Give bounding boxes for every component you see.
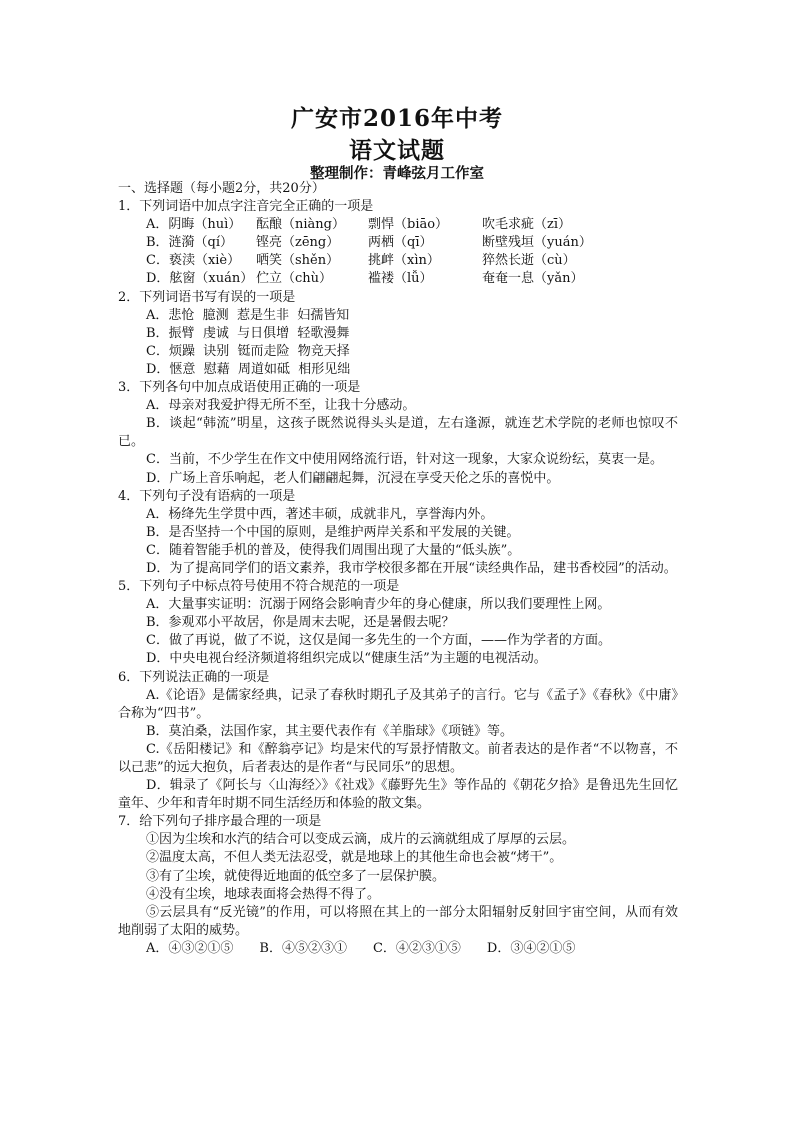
question-2-stem: 2．下列词语书写有误的一项是 bbox=[118, 289, 296, 305]
option-c: C．④②③①⑤ bbox=[372, 940, 461, 956]
option-word: 轻歌漫舞 bbox=[297, 325, 350, 341]
option-word: C．烦躁 bbox=[146, 343, 195, 359]
option-word: D．惬意 bbox=[146, 361, 196, 377]
question-7-sentence-2: ②温度太高，不但人类无法忍受，就是地球上的其他生命也会被“烤干”。 bbox=[146, 850, 563, 866]
question-7-stem: 7．给下列句子排序最合理的一项是 bbox=[118, 814, 322, 830]
question-1-option-b bbox=[118, 234, 678, 252]
exam-title: 广安市2016年中考 bbox=[290, 105, 503, 132]
option-word: 诀别 bbox=[203, 343, 230, 359]
exam-body bbox=[118, 180, 678, 958]
question-5-option-d: D．中央电视台经济频道将组织完成以“健康生活”为主题的电视活动。 bbox=[146, 651, 547, 667]
option-word: 臆测 bbox=[202, 307, 229, 323]
question-3-option-b: B．谈起“韩流”明星，这孩子既然说得头头是道，左右逢源，就连艺术学院的老师也惊叹不已。 bbox=[118, 416, 678, 450]
question-4-option-a: A．杨绛先生学贯中西，著述丰硕，成就非凡，享誉海内外。 bbox=[146, 506, 494, 522]
option-word: 虔诚 bbox=[202, 325, 229, 341]
question-1-option-d bbox=[118, 270, 678, 288]
question-4-option-d: D．为了提高同学们的语文素养，我市学校很多都在开展“读经典作品，建书香校园”的活动。 bbox=[146, 560, 677, 576]
question-4-option-c: C．随着智能手机的普及，使得我们周围出现了大量的“低头族”。 bbox=[146, 542, 521, 558]
question-7-options bbox=[118, 940, 678, 958]
option-word: 剽悍（biāo） bbox=[368, 217, 449, 233]
option-word: 铿亮（zēng） bbox=[256, 235, 340, 251]
option-word: 周道如砥 bbox=[237, 361, 290, 377]
question-6-option-d: D．辑录了《阿长与〈山海经〉》《社戏》《藤野先生》等作品的《朝花夕拾》是鲁迅先生回忆童年、少年和青年时期不同生活经历和体验的散文集。 bbox=[118, 778, 678, 812]
option-word: 伫立（chù） bbox=[256, 271, 333, 287]
option-b: B．④⑤②③① bbox=[259, 940, 347, 956]
question-5-option-b: B．参观邓小平故居，你是周末去呢，还是暑假去呢？ bbox=[146, 615, 455, 631]
option-word: 惹是生非 bbox=[236, 307, 289, 323]
question-7-sentence-1: ①因为尘埃和水汽的结合可以变成云滴，成片的云滴就组成了厚厚的云层。 bbox=[146, 832, 576, 848]
option-word: 酝酿（niàng） bbox=[256, 217, 345, 233]
option-word: D．舷窗（xuán） bbox=[146, 271, 254, 287]
question-4-option-b: B．是否坚持一个中国的原则，是维护两岸关系和平发展的关键。 bbox=[146, 524, 520, 540]
option-word: 慰藉 bbox=[203, 361, 230, 377]
option-word: 两栖（qī） bbox=[368, 235, 433, 251]
option-a: A．④③②①⑤ bbox=[146, 940, 234, 956]
question-3-option-c: C．当前，不少学生在作文中使用网络流行语，针对这一现象，大家众说纷纭，莫衷一是。 bbox=[146, 452, 663, 468]
option-word: 哂笑（shěn） bbox=[256, 253, 340, 269]
option-word: C．亵渎（xiè） bbox=[146, 253, 241, 269]
option-word: A．阴晦（huì） bbox=[146, 217, 242, 233]
producer-credit: 整理制作：青峰弦月工作室 bbox=[310, 165, 484, 182]
option-word: 铤而走险 bbox=[237, 343, 290, 359]
question-3-stem: 3．下列各句中加点成语使用正确的一项是 bbox=[118, 380, 361, 396]
option-word: 褴褛（lǚ） bbox=[368, 271, 433, 287]
option-word: 物竞天择 bbox=[297, 343, 350, 359]
option-word: 猝然长逝（cù） bbox=[482, 253, 576, 269]
option-word: 相形见绌 bbox=[298, 361, 351, 377]
question-1-option-c bbox=[118, 252, 678, 270]
option-word: 吹毛求疵（zī） bbox=[482, 217, 572, 233]
question-3-option-d: D．广场上音乐响起，老人们翩翩起舞，沉浸在享受天伦之乐的喜悦中。 bbox=[146, 470, 560, 486]
option-d: D．③④②①⑤ bbox=[486, 940, 576, 956]
question-2-option-d bbox=[118, 361, 678, 379]
question-6-stem: 6．下列说法正确的一项是 bbox=[118, 669, 270, 685]
option-word: A．悲怆 bbox=[146, 307, 195, 323]
option-word: 断壁残垣（yuán） bbox=[482, 235, 592, 251]
question-6-option-c: C.《岳阳楼记》和《醉翁亭记》均是宋代的写景抒情散文。前者表达的是作者“不以物喜，不以己悲”的远大抱负，后者表达的是作者“与民同乐”的思想。 bbox=[118, 741, 678, 775]
question-2-option-b bbox=[118, 325, 678, 343]
question-5-option-a: A．大量事实证明：沉溺于网络会影响青少年的身心健康，所以我们要理性上网。 bbox=[146, 597, 611, 613]
question-4-stem: 4．下列句子没有语病的一项是 bbox=[118, 488, 296, 504]
section-heading: 一、选择题（每小题2分，共20分） bbox=[118, 181, 325, 196]
question-2-option-a bbox=[118, 307, 678, 325]
question-7-sentence-3: ③有了尘埃，就使得近地面的低空多了一层保护膜。 bbox=[146, 868, 446, 884]
question-5-option-c: C．做了再说，做了不说，这仅是闻一多先生的一个方面，——作为学者的方面。 bbox=[146, 633, 611, 649]
question-5-stem: 5．下列句子中标点符号使用不符合规范的一项是 bbox=[118, 579, 400, 595]
option-word: B．涟漪（qí） bbox=[146, 235, 234, 251]
question-6-option-b: B．莫泊桑，法国作家，其主要代表作有《羊脂球》《项链》等。 bbox=[146, 723, 514, 739]
question-1-stem: 1．下列词语中加点字注音完全正确的一项是 bbox=[118, 199, 374, 215]
option-word: B．振臂 bbox=[146, 325, 195, 341]
option-word: 与日俱增 bbox=[237, 325, 290, 341]
option-word: 奄奄一息（yǎn） bbox=[482, 271, 584, 287]
exam-subject: 语文试题 bbox=[349, 137, 445, 164]
question-3-option-a: A．母亲对我爱护得无所不至，让我十分感动。 bbox=[146, 398, 416, 414]
question-1-option-a bbox=[118, 216, 678, 234]
question-7-sentence-4: ④没有尘埃，地球表面将会热得不得了。 bbox=[146, 886, 381, 902]
question-7-sentence-5: ⑤云层具有“反光镜”的作用，可以将照在其上的一部分太阳辐射反射回宇宙空间，从而有效地削弱了太阳的威势。 bbox=[118, 904, 678, 938]
option-word: 妇孺皆知 bbox=[297, 307, 350, 323]
question-6-option-a: A.《论语》是儒家经典，记录了春秋时期孔子及其弟子的言行。它与《孟子》《春秋》《中庸》合称为“四书”。 bbox=[118, 687, 678, 721]
question-2-option-c bbox=[118, 343, 678, 361]
option-word: 挑衅（xìn） bbox=[368, 253, 440, 269]
